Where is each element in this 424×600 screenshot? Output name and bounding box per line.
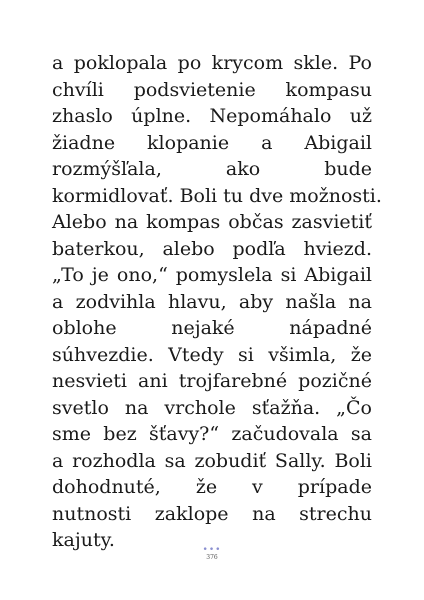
text-line: a poklopala po krycom skle. Po <box>52 52 372 74</box>
text-line: dohodnuté, že v prípade <box>52 476 372 498</box>
text-line: rozmýšľala, ako bude <box>52 158 372 180</box>
text-line: svetlo na vrchole sťažňa. „Čo <box>52 396 372 419</box>
text-line: a zodvihla hlavu, aby našla na <box>52 290 372 313</box>
text-line: nutnosti zaklope na strechu <box>52 502 372 525</box>
page-number: 376 <box>206 554 218 561</box>
text-line: „To je ono,“ pomyslela si Abigail <box>52 264 372 286</box>
page-footer <box>0 546 424 561</box>
text-line: Alebo na kompas občas zasvietiť <box>52 211 372 233</box>
text-line: súhvezdie. Vtedy si všimla, že <box>52 343 372 366</box>
text-line: chvíli podsvietenie kompasu <box>52 78 372 101</box>
text-line: zhaslo úplne. Nepomáhalo už <box>52 105 372 127</box>
text-line-last: kajuty. <box>52 529 115 551</box>
text-line: baterkou, alebo podľa hviezd. <box>52 237 372 260</box>
text-line: nesvieti ani trojfarebné pozičné <box>52 370 372 392</box>
text-line: a rozhodla sa zobudiť Sally. Boli <box>52 449 372 472</box>
body-paragraph <box>52 50 382 554</box>
text-line: sme bez šťavy?“ začudovala sa <box>52 423 372 445</box>
text-line: oblohe nejaké nápadné <box>52 317 372 339</box>
ornament-dots-icon: ••• <box>202 545 222 555</box>
text-line: kormidlovať. Boli tu dve možnosti. <box>52 184 382 207</box>
text-line: žiadne klopanie a Abigail <box>52 131 372 154</box>
